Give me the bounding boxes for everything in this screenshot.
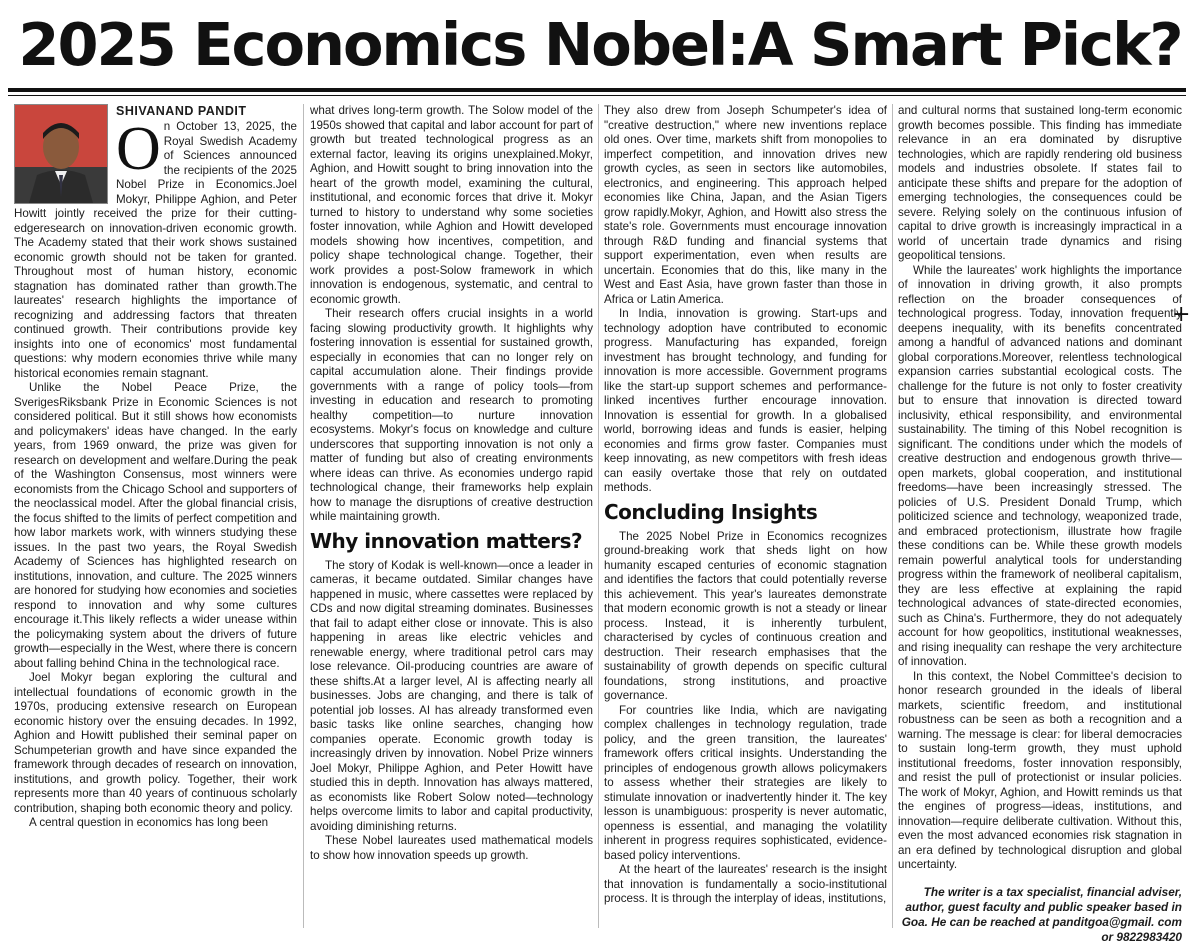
column-1 [14,104,297,930]
column-3 [604,104,887,930]
column-divider [303,104,304,928]
paragraph: Joel Mokyr began exploring the cultural and intellectual foundations of economic growth in the 1970s, producing extensive research on European economic history over the ensuing decades. In 1992, Aghion and Howitt published their seminal paper on Schumpeterian growth and have since expanded the framework through decades of research on innovation, institutions, and growth policy. Together, their work represents more than 40 years of continuous scholarly contribution, shaping both economic theory and policy. [14,671,297,815]
paragraph: These Nobel laureates used mathematical models to show how innovation speeds up growth. [310,834,593,862]
column-4 [898,104,1182,944]
column-2 [310,104,593,930]
paragraph: In this context, the Nobel Committee's decision to honor research grounded in the ideals of liberal markets, scientific freedom, and institutional robustness can be seen as both a recognition and a warning. The message is clear: for liberal democracies to sustain long-term growth, they must uphold institutional freedoms, foster innovation responsibly, and resist the pull of protectionist or insular policies. The work of Mokyr, Aghion, and Howitt reminds us that the engines of progress—ideas, institutions, and innovation—require deliberate cultivation. Without this, even the most advanced economies risk stagnation in an era defined by technological disruption and global uncertainty. [898,669,1182,871]
subhead-why-innovation: Why innovation matters? [310,528,583,553]
paragraph: For countries like India, which are navigating complex challenges in technology regulation, trade policy, and the green transition, the laureates' framework offers critical insights. Understanding the principles of endogenous growth allows policymakers to assess whether their strategies are likely to stimulate innovation or inadvertently hinder it. The key lesson is unambiguous: prosperity is never automatic, openness is essential, and managing the volatility inherent in progress requires sophisticated, evidence-based policy interventions. [604,703,887,862]
headline-rule-thin [8,95,1186,96]
paragraph: what drives long-term growth. The Solow model of the 1950s showed that capital and labor account for part of growth but treated technological progress as an external factor, leaving its origins unexplained.Mokyr, Aghion, and Howitt sought to bring innovation into the heart of the growth model, examining the cultural, institutional, and economic forces that drive it. Mokyr turned to history to understand why some societies foster innovation, while Aghion and Howitt developed models showing how incentives, competition, and policy shape technological change. Together, their work provides a post-Solow framework in which innovation is endogenous, systematic, and central to economic growth. [310,104,593,306]
paragraph: The 2025 Nobel Prize in Economics recognizes ground-breaking work that sheds light on how humanity escaped centuries of economic stagnation and identifies the factors that could potentially reverse this achievement. This year's laureates demonstrate that modern economic growth is not a steady or linear process. Instead, it is inherently turbulent, characterised by cycles of continuous creation and destruction. Their research emphasises that the sustainability of growth depends on specific cultural foundations, strong institutions, and proactive governance. [604,529,887,702]
author-note: The writer is a tax specialist, financial adviser, author, guest faculty and public speaker based in Goa. He can be reached at panditgoa@gmail. com or 9822983420 [901,884,1182,944]
author-byline: SHIVANAND PANDIT [116,104,247,118]
paragraph: The story of Kodak is well-known—once a leader in cameras, it became outdated. Similar changes have happened in music, where cassettes were replaced by CDs and now digital streaming dominates. Businesses that fail to adapt either close or innovate. This is also happening in areas like electric vehicles and renewable energy, where traditional petrol cars may lose relevance. Oil-producing countries are aware of these shifts.At a larger level, AI is affecting nearly all businesses. Jobs are changing, and there is talk of potential job losses. AI has already transformed even basic tasks like online searches, changing how companies operate. Economic growth today is increasingly driven by innovation. Nobel Prize winners Joel Mokyr, Philippe Aghion, and Peter Howitt have studied this in depth. Innovation has always mattered, as economists like Robert Solow noted—technology helps overcome limits to labor and capital productivity, avoiding diminishing returns. [310,558,593,833]
author-portrait-icon [15,105,107,203]
author-photo [14,104,108,204]
headline-rule-thick [8,88,1186,92]
paragraph: Their research offers crucial insights in a world facing slowing productivity growth. It highlights why fostering innovation is essential for sustained growth, especially in economies that can no longer rely on capital accumulation alone. Their findings provide governments with a range of policy tools—from investing in education and research to promoting healthy competition—to nurture innovation ecosystems. Mokyr's focus on knowledge and culture underscores that supporting innovation is not only a matter of funding but also of creating environments where ideas can thrive. As economies undergo rapid technological change, their frameworks help explain how to manage the disruptions of creative destruction while maintaining growth. [310,307,593,523]
paragraph: On October 13, 2025, the Royal Swedish Academy of Sciences announced the recipients of the 2025 Nobel Prize in Economics.Joel Mokyr, Philippe Aghion, and Peter Howitt jointly received the prize for their cutting-edgeresearch on innovation-driven economic growth. The Academy stated that their work shows sustained economic growth should not be taken for granted. Throughout most of human history, economic stagnation has dominated rather than growth.The laureates' research highlights the importance of recognizing and addressing factors that threaten continued growth. Their contributions provide key insights into one of economics' most fundamental questions: why modern economies thrive while many historical economies remain stagnant. [14,115,297,380]
subhead-concluding-insights: Concluding Insights [604,499,818,524]
column-divider [598,104,599,928]
headline: 2025 Economics Nobel:A Smart Pick? [18,10,1182,79]
paragraph: A central question in economics has long been [29,816,269,829]
paragraph: They also drew from Joseph Schumpeter's idea of "creative destruction," where new inventions replace old ones. Over time, markets shift from monopolies to imperfect competition, and innovation drives new growth cycles, as seen in sectors like automobiles, electronics, and engineering. This approach helped economies like China, Japan, and the Asian Tigers grow rapidly.Mokyr, Aghion, and Howitt also stress the state's role. Governments must encourage innovation through R&D funding and financial systems that support experimentation, even when results are uncertain. Economies that do this, like many in the West and East Asia, have grown faster than those in Africa or Latin America. [604,104,887,306]
column-divider [892,104,893,928]
paragraph: and cultural norms that sustained long-term economic growth becomes possible. This finding has immediate relevance in an era dominated by disruptive technologies, which are rapidly rendering old business models and industries obsolete. If states fail to anticipate these shifts and prepare for the adoption of emerging technologies, the consequences could be severe. Relying solely on the continuous infusion of capital to drive growth is increasingly impractical in a world of uncertain trade dynamics and rising geopolitical tensions. [898,104,1182,262]
drop-cap: O [116,115,161,183]
paragraph: At the heart of the laureates' research is the insight that innovation is fundamentally a socio-institutional process. It is through the interplay of ideas, institutions, [604,863,887,905]
paragraph: While the laureates' work highlights the importance of innovation in driving growth, it also prompts reflection on the broader consequences of technological progress. Today, innovation frequently deepens inequality, with its benefits concentrated among a handful of advanced nations and dominant global corporations.Moreover, relentless technological expansion carries substantial ecological costs. The challenge for the future is not only to foster creativity but to ensure that innovation is directed toward inclusivity, ethical responsibility, and environmental sustainability. The timing of this Nobel recognition is significant. The conditions under which the models of creative destruction and endogenous growth thrive—open markets, global cooperation, and institutional freedoms—have been increasingly stressed. The policies of U.S. President Donald Trump, which politicized science and technology, weaponized trade, and embraced protectionism, illustrate how fragile these conditions can be. While these growth models remain powerful analytical tools for understanding progress within the framework of neoliberal capitalism, they are less effective at explaining the rapid technological advances of state-directed economies, such as China's. Furthermore, they do not adequately account for how geopolitics, institutional weaknesses, and rising inequality can reshape the very architecture of innovation. [898,263,1182,668]
paragraph: In India, innovation is growing. Start-ups and technology adoption have contributed to economic progress. Manufacturing has expanded, foreign investment has brought technology, and funding for innovation is more accessible. Government programs like the start-up support schemes and performance-linked incentives further encourage innovation. Innovation is essential for growth. In a globalised world, borrowing ideas and funds is easier, helping economies and firms grow faster. Companies must keep innovating, as new competitors with fresh ideas can easily overtake those that rely on outdated methods. [604,307,887,494]
paragraph: Unlike the Nobel Peace Prize, the SverigesRiksbank Prize in Economic Sciences is not considered political. But it still shows how economists and policymakers' ideas have changed. In the early years, from 1969 onward, the prize was given for research on development and welfare.During the peak of the Washington Consensus, most winners were economists from the Chicago School and supporters of the neoclassical model. After the global financial crisis, the focus shifted to the limits of perfect competition and how labor markets work, with winners studying these issues. In the past two years, the Royal Swedish Academy of Sciences has highlighted research on institutions, innovation, and culture. The 2025 winners are honored for studying how economies and societies respond to innovation and why some cultures encourage it.This likely reflects a wider unease within the policymaking system about the drivers of future growth—especially in the West, where there is concern about falling behind China in the technological race. [14,381,297,670]
crosshair-icon: + [1172,302,1191,327]
